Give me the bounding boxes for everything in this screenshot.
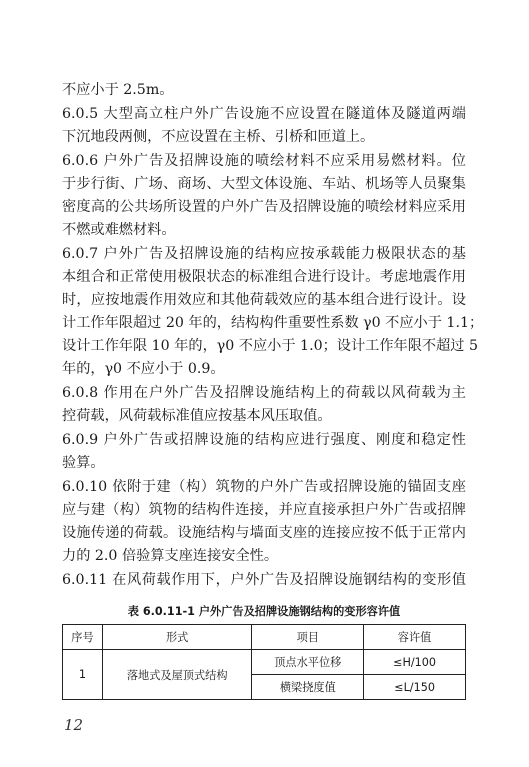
text-line: 应与建（构）筑物的结构件连接，并应直接承担户外广告或招牌 <box>62 502 466 518</box>
clause-6-0-6: 6.0.6 户外广告及招牌设施的喷绘材料不应采用易燃材料。位 <box>62 153 466 169</box>
clause-6-0-5: 6.0.5 大型高立柱户外广告设施不应设置在隧道体及隧道两端 <box>62 106 466 122</box>
text-line: 本组合和正常使用极限状态的标准组合进行设计。考虑地震作用 <box>62 269 466 285</box>
text-line: 控荷载，风荷载标准值应按基本风压取值。 <box>62 408 332 424</box>
table-header-row <box>63 625 466 650</box>
header-no: 序号 <box>63 625 103 650</box>
table-caption: 表 6.0.11-1 户外广告及招牌设施钢结构的变形容许值 <box>127 605 401 618</box>
text-line: 不燃或难燃材料。 <box>62 222 176 238</box>
deformation-limits-table <box>62 624 466 700</box>
clause-6-0-9: 6.0.9 户外广告或招牌设施的结构应进行强度、刚度和稳定性 <box>62 432 466 448</box>
text-line: 年的，γ0 不应小于 0.9。 <box>62 361 225 377</box>
cell-form: 落地式及屋顶式结构 <box>102 650 252 700</box>
text-line: 下沉地段两侧，不应设置在主桥、引桥和匝道上。 <box>62 129 375 145</box>
cell-item: 顶点水平位移 <box>252 650 364 675</box>
page-number: 12 <box>64 716 84 734</box>
table-row <box>63 650 466 675</box>
cell-limit: ≤L/150 <box>364 675 466 700</box>
text-line: 密度高的公共场所设置的户外广告及招牌设施的喷绘材料应采用 <box>62 199 466 215</box>
text-line: 设计工作年限 10 年的，γ0 不应小于 1.0；设计工作年限不超过 5 <box>62 338 479 354</box>
clause-6-0-10: 6.0.10 依附于建（构）筑物的户外广告或招牌设施的锚固支座 <box>62 479 466 495</box>
clause-6-0-7: 6.0.7 户外广告及招牌设施的结构应按承载能力极限状态的基 <box>62 246 466 262</box>
clause-6-0-8: 6.0.8 作用在户外广告及招牌设施结构上的荷载以风荷载为主 <box>62 385 466 401</box>
header-limit: 容许值 <box>364 625 466 650</box>
text-line: 验算。 <box>62 455 105 471</box>
header-form: 形式 <box>102 625 252 650</box>
text-line: 计工作年限超过 20 年的，结构构件重要性系数 γ0 不应小于 1.1； <box>62 315 484 331</box>
text-line: 设施传递的荷载。设施结构与墙面支座的连接应按不低于正常内 <box>62 525 466 541</box>
text-line: 时，应按地震作用效应和其他荷载效应的基本组合进行设计。设 <box>62 292 466 308</box>
cell-limit: ≤H/100 <box>364 650 466 675</box>
clause-6-0-11: 6.0.11 在风荷载作用下，户外广告及招牌设施钢结构的变形值 <box>62 572 466 588</box>
text-line: 力的 2.0 倍验算支座连接安全性。 <box>62 548 279 564</box>
text-line: 于步行街、广场、商场、大型文体设施、车站、机场等人员聚集 <box>62 176 466 192</box>
cell-no: 1 <box>63 650 103 700</box>
cell-item: 横梁挠度值 <box>252 675 364 700</box>
header-item: 项目 <box>252 625 364 650</box>
text-line: 不应小于 2.5m。 <box>62 82 174 98</box>
